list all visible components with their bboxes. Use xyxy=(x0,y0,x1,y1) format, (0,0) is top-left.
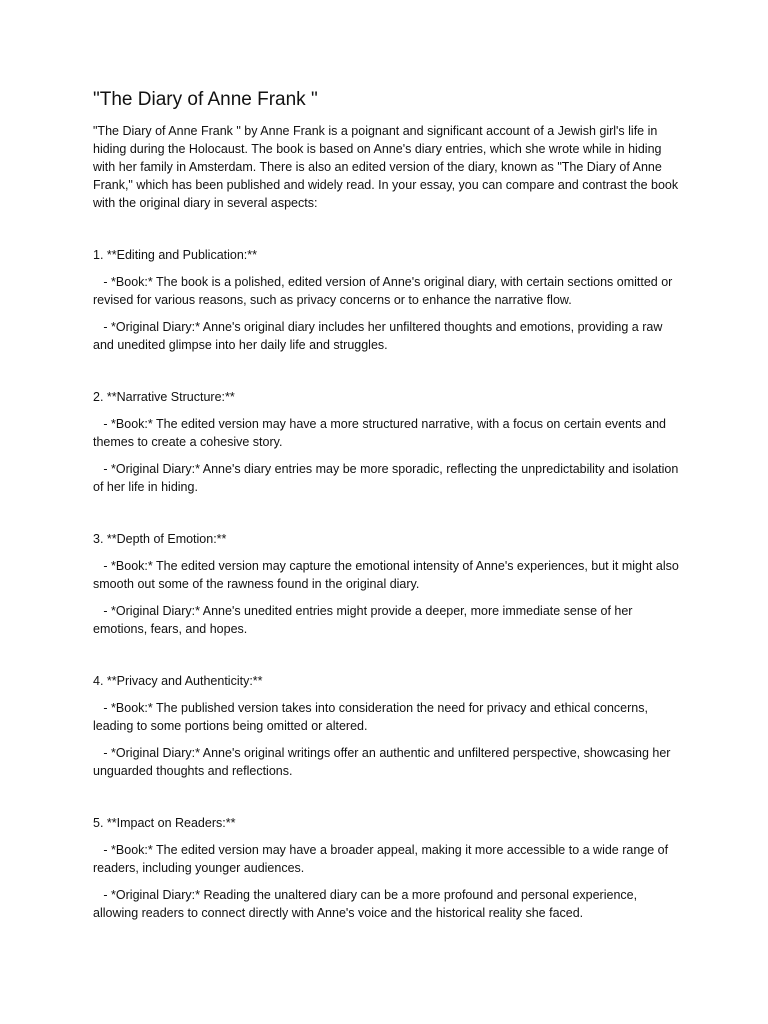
original-diary-paragraph: - *Original Diary:* Anne's original diary includes her unfiltered thoughts and emotions, providing a raw and unedited glimpse into her daily life and struggles. xyxy=(93,320,666,352)
book-paragraph: - *Book:* The edited version may have a broader appeal, making it more accessible to a wide range of readers, including younger audiences. xyxy=(93,843,672,875)
document-body xyxy=(93,88,683,931)
original-diary-paragraph: - *Original Diary:* Reading the unaltered diary can be a more profound and personal experience, allowing readers to connect directly with Anne's voice and the historical reality she faced. xyxy=(93,888,641,920)
section-heading: 1. **Editing and Publication:** xyxy=(93,248,258,262)
section-heading: 3. **Depth of Emotion:** xyxy=(93,532,227,546)
original-diary-paragraph: - *Original Diary:* Anne's original writings offer an authentic and unfiltered perspective, showcasing her unguarded thoughts and reflections. xyxy=(93,746,674,778)
section-impact-on-readers xyxy=(93,814,683,922)
section-narrative-structure xyxy=(93,388,683,496)
section-heading: 2. **Narrative Structure:** xyxy=(93,390,235,404)
book-paragraph: - *Book:* The edited version may have a more structured narrative, with a focus on certain events and themes to create a cohesive story. xyxy=(93,417,670,449)
book-paragraph: - *Book:* The edited version may capture the emotional intensity of Anne's experiences, but it might also smooth out some of the rawness found in the original diary. xyxy=(93,559,683,591)
original-diary-paragraph: - *Original Diary:* Anne's unedited entries might provide a deeper, more immediate sense of her emotions, fears, and hopes. xyxy=(93,604,636,636)
section-privacy-authenticity xyxy=(93,672,683,780)
intro-paragraph: "The Diary of Anne Frank " by Anne Frank is a poignant and significant account of a Jewish girl's life in hiding during the Holocaust. The book is based on Anne's diary entries, which she wrote while in hiding with her family in Amsterdam. There is also an edited version of the diary, known as "The Diary of Anne Frank," which has been published and widely read. In your essay, you can compare and contrast the book with the original diary in several aspects: xyxy=(93,124,679,210)
document-title: "The Diary of Anne Frank " xyxy=(93,89,318,110)
section-editing-publication xyxy=(93,246,683,354)
original-diary-paragraph: - *Original Diary:* Anne's diary entries may be more sporadic, reflecting the unpredictability and isolation of her life in hiding. xyxy=(93,462,682,494)
section-heading: 4. **Privacy and Authenticity:** xyxy=(93,674,263,688)
book-paragraph: - *Book:* The book is a polished, edited version of Anne's original diary, with certain sections omitted or revised for various reasons, such as privacy concerns or to enhance the narrative flow. xyxy=(93,275,676,307)
section-heading: 5. **Impact on Readers:** xyxy=(93,816,236,830)
section-depth-of-emotion xyxy=(93,530,683,638)
book-paragraph: - *Book:* The published version takes into consideration the need for privacy and ethical concerns, leading to some portions being omitted or altered. xyxy=(93,701,652,733)
